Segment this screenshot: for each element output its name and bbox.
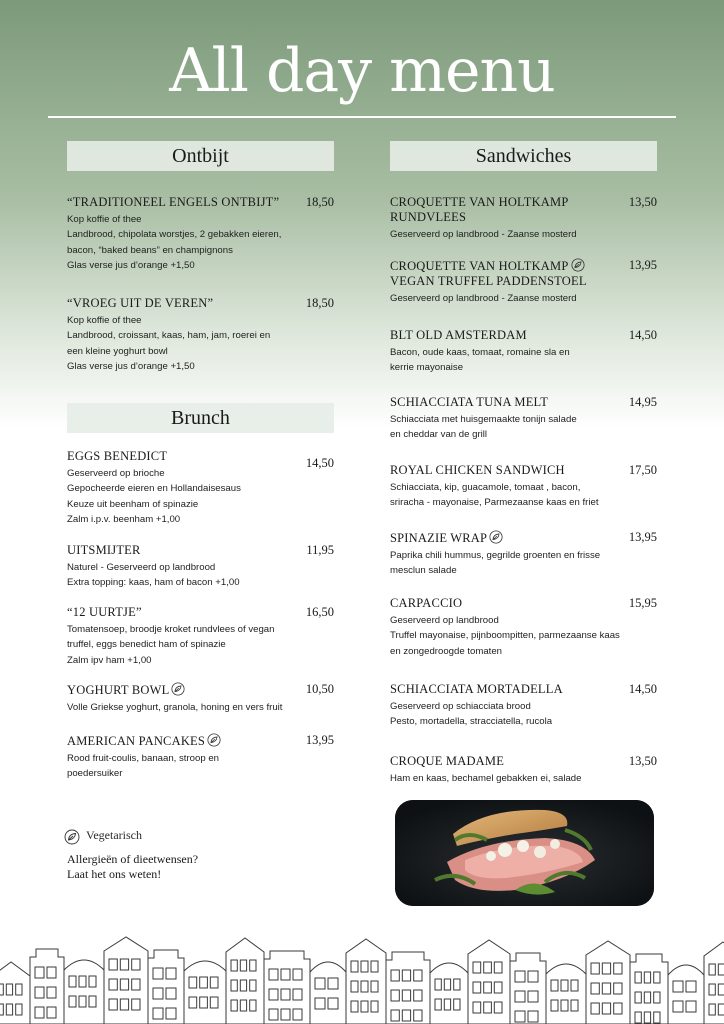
house-window	[293, 969, 302, 980]
item-description-line: Geserveerd op schiacciata brood	[390, 701, 531, 712]
house-window	[484, 1002, 492, 1013]
house-window	[0, 984, 3, 995]
house-window	[435, 979, 441, 990]
section-header-brunch: Brunch	[67, 403, 334, 433]
item-name	[390, 463, 625, 478]
house-window	[571, 1000, 578, 1011]
sandwich-photo	[395, 800, 654, 906]
house-window	[89, 996, 96, 1007]
house-window	[414, 970, 422, 981]
leaf-icon	[171, 682, 185, 696]
house-window	[47, 1007, 56, 1018]
house-window	[328, 998, 338, 1009]
house-window	[240, 960, 246, 971]
item-name-text: “12 UURTJE”	[67, 605, 142, 619]
house-window	[402, 990, 410, 1001]
house-window	[109, 959, 117, 970]
item-description-line: Glas verse jus d’orange +1,50	[67, 361, 195, 373]
house-window	[250, 960, 256, 971]
item-description-line: poedersuiker	[67, 768, 123, 780]
item-name-text: CROQUETTE VAN HOLTKAMP	[390, 195, 569, 209]
house-outline	[430, 963, 468, 1024]
house-window	[89, 976, 96, 987]
house-window	[231, 960, 237, 971]
house-window	[528, 971, 538, 982]
house-window	[16, 984, 22, 995]
item-description-line: Extra topping: kaas, ham of bacon +1,00	[67, 577, 240, 589]
item-price: 15,95	[628, 596, 657, 610]
item-description-line: Bacon, oude kaas, tomaat, romaine sla en	[390, 347, 570, 358]
house-window	[6, 1004, 12, 1015]
house-window	[120, 959, 128, 970]
menu-item	[67, 449, 302, 528]
house-window	[494, 982, 502, 993]
item-price: 11,95	[306, 543, 334, 557]
house-window	[654, 1012, 660, 1023]
item-name-text-2: RUNDVLEES	[390, 210, 467, 224]
item-name	[390, 258, 625, 289]
vegetarian-legend	[62, 828, 142, 848]
house-window	[315, 978, 325, 989]
item-name-text: BLT OLD AMSTERDAM	[390, 328, 527, 342]
house-window	[614, 1003, 622, 1014]
item-name-text: CROQUETTE VAN HOLTKAMP	[390, 259, 569, 273]
item-description	[67, 560, 302, 591]
item-price: 16,50	[305, 605, 334, 619]
menu-item	[67, 682, 302, 715]
house-window	[454, 999, 460, 1010]
item-name-text: SCHIACCIATA MORTADELLA	[390, 682, 563, 696]
menu-item	[390, 258, 625, 306]
item-description-line: Rood fruit-coulis, banaan, stroop en	[67, 753, 219, 764]
item-description	[390, 412, 625, 443]
house-window	[391, 1010, 399, 1021]
item-description-line: Schiacciata, kip, guacamole, tomaat , bacon,	[390, 482, 581, 493]
house-window	[371, 981, 378, 992]
house-window	[189, 997, 197, 1008]
section-header-sandwiches: Sandwiches	[390, 141, 657, 171]
house-window	[166, 988, 176, 999]
item-description	[390, 771, 625, 786]
house-window	[709, 1004, 715, 1015]
house-window	[602, 963, 610, 974]
house-window	[132, 999, 140, 1010]
leaf-icon	[207, 733, 221, 747]
house-window	[132, 979, 140, 990]
house-window	[402, 1010, 410, 1021]
item-name	[67, 605, 302, 620]
item-description	[390, 613, 625, 659]
item-description	[390, 291, 625, 306]
item-name-text: UITSMIJTER	[67, 543, 141, 557]
house-window	[528, 1011, 538, 1022]
house-window	[166, 968, 176, 979]
item-name	[67, 296, 302, 311]
house-outline	[0, 962, 30, 1024]
canal-houses-illustration	[0, 906, 724, 1024]
house-window	[673, 1001, 683, 1012]
item-description-line: truffel, eggs benedict ham of spinazie	[67, 639, 226, 651]
house-window	[654, 972, 660, 983]
item-description-line: Keuze uit beenham of spinazie	[67, 498, 199, 510]
house-window	[371, 961, 378, 972]
house-window	[571, 980, 578, 991]
house-window	[269, 969, 278, 980]
house-window	[494, 1002, 502, 1013]
item-name-text-2: VEGAN TRUFFEL PADDENSTOEL	[390, 274, 587, 288]
house-window	[371, 1001, 378, 1012]
item-name	[67, 733, 302, 749]
house-window	[494, 962, 502, 973]
item-name	[390, 530, 625, 546]
house-window	[414, 1010, 422, 1021]
house-window	[293, 989, 302, 1000]
allergy-note	[67, 852, 267, 882]
item-description-line: Zalm ipv ham +1,00	[67, 654, 152, 666]
item-name-text: YOGHURT BOWL	[67, 683, 170, 697]
item-name	[390, 395, 625, 410]
house-window	[69, 976, 76, 987]
house-window	[473, 962, 481, 973]
house-window	[414, 990, 422, 1001]
house-window	[69, 996, 76, 1007]
house-window	[551, 980, 558, 991]
house-window	[614, 963, 622, 974]
house-window	[435, 999, 441, 1010]
house-window	[132, 959, 140, 970]
house-window	[561, 1000, 568, 1011]
house-window	[391, 990, 399, 1001]
item-name-text: ROYAL CHICKEN SANDWICH	[390, 463, 565, 477]
house-window	[210, 977, 218, 988]
house-window	[591, 963, 599, 974]
house-window	[210, 997, 218, 1008]
item-price: 13,50	[628, 195, 657, 209]
section-header-ontbijt: Ontbijt	[67, 141, 334, 171]
item-name-text: EGGS BENEDICT	[67, 449, 168, 463]
item-description-line: en cheddar van de grill	[390, 429, 488, 441]
item-name	[67, 449, 302, 464]
legend-label: Vegetarisch	[86, 828, 142, 842]
item-description-line: Geserveerd op landbrood	[390, 615, 499, 626]
leaf-icon	[489, 530, 503, 544]
house-window	[718, 964, 724, 975]
item-description-line: Landbrood, croissant, kaas, ham, jam, roerei en	[67, 330, 271, 342]
item-name-text: SPINAZIE WRAP	[390, 531, 488, 545]
menu-item	[67, 605, 302, 668]
menu-item	[390, 328, 625, 376]
item-description	[67, 313, 302, 375]
house-window	[402, 970, 410, 981]
house-window	[47, 967, 56, 978]
house-window	[515, 991, 525, 1002]
house-outline	[668, 965, 704, 1024]
house-window	[351, 961, 358, 972]
item-description-line: Kop koffie of thee	[67, 315, 142, 326]
house-window	[686, 1001, 696, 1012]
item-price: 14,95	[628, 395, 657, 409]
item-name-text: “VROEG UIT DE VEREN”	[67, 296, 214, 310]
house-window	[231, 980, 237, 991]
house-window	[35, 967, 44, 978]
house-window	[16, 1004, 22, 1015]
house-window	[644, 1012, 650, 1023]
item-description-line: Ham en kaas, bechamel gebakken ei, salade	[390, 773, 582, 784]
house-window	[361, 1001, 368, 1012]
house-window	[231, 1000, 237, 1011]
house-outline	[184, 961, 226, 1024]
allergy-line-2: Laat het ons weten!	[67, 867, 162, 881]
item-price: 13,50	[628, 754, 657, 768]
house-window	[528, 991, 538, 1002]
house-window	[120, 979, 128, 990]
house-window	[6, 984, 12, 995]
item-description-line: en zongedroogde tomaten	[390, 645, 503, 657]
house-window	[250, 980, 256, 991]
house-window	[200, 997, 208, 1008]
house-window	[109, 999, 117, 1010]
house-window	[189, 977, 197, 988]
house-window	[635, 992, 641, 1003]
item-name	[390, 328, 625, 343]
item-price: 13,95	[628, 530, 657, 544]
item-description	[390, 227, 625, 242]
item-name	[390, 195, 625, 225]
item-description-line: Volle Griekse yoghurt, granola, honing en vers fruit	[67, 702, 283, 713]
house-window	[635, 972, 641, 983]
item-price: 17,50	[628, 463, 657, 477]
menu-item	[67, 195, 302, 274]
leaf-icon	[571, 258, 585, 272]
house-window	[153, 968, 163, 979]
house-outline	[64, 960, 104, 1024]
item-description-line: sriracha - mayonaise, Parmezaanse kaas en friet	[390, 497, 599, 509]
item-description-line: Geserveerd op brioche	[67, 468, 165, 479]
item-name-text: SCHIACCIATA TUNA MELT	[390, 395, 549, 409]
item-description-line: Pesto, mortadella, stracciatella, rucola	[390, 716, 553, 728]
item-price: 18,50	[305, 296, 334, 310]
item-description	[390, 548, 625, 579]
house-window	[166, 1008, 176, 1019]
house-window	[35, 1007, 44, 1018]
house-window	[484, 982, 492, 993]
item-description-line: Geserveerd op landbrood - Zaanse mosterd	[390, 229, 577, 240]
item-description-line: bacon, “baked beans” en champignons	[67, 244, 233, 256]
house-window	[250, 1000, 256, 1011]
house-window	[153, 988, 163, 999]
house-window	[602, 1003, 610, 1014]
house-window	[47, 987, 56, 998]
item-description	[390, 480, 625, 511]
item-name-text: CARPACCIO	[390, 596, 463, 610]
item-description-line: een kleine yoghurt bowl	[67, 345, 168, 357]
house-window	[602, 983, 610, 994]
house-window	[709, 964, 715, 975]
house-window	[551, 1000, 558, 1011]
house-window	[484, 962, 492, 973]
item-name-text: CROQUE MADAME	[390, 754, 505, 768]
house-window	[351, 981, 358, 992]
house-window	[614, 983, 622, 994]
item-description-line: Gepocheerde eieren en Hollandaisesaus	[67, 483, 241, 495]
item-price: 13,95	[628, 258, 657, 272]
item-description	[67, 212, 302, 274]
item-name	[67, 543, 302, 558]
item-name-text: AMERICAN PANCAKES	[67, 734, 206, 748]
menu-item	[390, 754, 625, 786]
house-window	[315, 998, 325, 1009]
item-description-line: mesclun salade	[390, 565, 457, 577]
item-name	[390, 754, 625, 769]
house-window	[109, 979, 117, 990]
item-name	[390, 596, 625, 611]
item-price: 13,95	[305, 733, 334, 747]
house-window	[473, 982, 481, 993]
title-divider	[48, 116, 676, 118]
house-window	[515, 1011, 525, 1022]
house-outline	[310, 962, 346, 1024]
house-window	[644, 972, 650, 983]
house-window	[240, 980, 246, 991]
item-description	[390, 699, 625, 730]
house-window	[240, 1000, 246, 1011]
house-window	[591, 983, 599, 994]
allergy-line-1: Allergieën of dieetwensen?	[67, 852, 199, 866]
house-window	[391, 970, 399, 981]
house-window	[120, 999, 128, 1010]
item-description-line: Tomatensoep, broodje kroket rundvlees of vegan	[67, 624, 275, 635]
item-description	[67, 751, 302, 782]
house-window	[718, 984, 724, 995]
item-description-line: Landbrood, chipolata worstjes, 2 gebakken eieren,	[67, 229, 282, 241]
house-window	[718, 1004, 724, 1015]
item-description-line: Geserveerd op landbrood - Zaanse mosterd	[390, 293, 577, 304]
house-window	[153, 1008, 163, 1019]
item-name	[67, 195, 302, 210]
house-window	[361, 961, 368, 972]
item-description-line: Kop koffie of thee	[67, 214, 142, 225]
item-name	[390, 682, 625, 697]
house-window	[79, 996, 86, 1007]
house-window	[328, 978, 338, 989]
item-price: 14,50	[628, 682, 657, 696]
house-window	[200, 977, 208, 988]
menu-item	[390, 195, 625, 242]
house-window	[293, 1009, 302, 1020]
leaf-icon	[64, 829, 80, 845]
item-description-line: Schiacciata met huisgemaakte tonijn salade	[390, 414, 577, 425]
house-window	[444, 999, 450, 1010]
house-window	[673, 981, 683, 992]
item-price: 14,50	[305, 456, 334, 470]
item-price: 14,50	[628, 328, 657, 342]
house-window	[269, 989, 278, 1000]
menu-item	[390, 596, 625, 659]
item-description	[67, 700, 302, 715]
house-window	[686, 981, 696, 992]
item-price: 10,50	[305, 682, 334, 696]
house-window	[35, 987, 44, 998]
house-window	[561, 980, 568, 991]
menu-item	[67, 733, 302, 782]
house-window	[454, 979, 460, 990]
house-window	[269, 1009, 278, 1020]
house-window	[281, 1009, 290, 1020]
menu-item	[390, 395, 625, 443]
house-window	[281, 969, 290, 980]
item-description-line: Zalm i.p.v. beenham +1,00	[67, 514, 181, 526]
menu-item	[390, 530, 625, 579]
menu-item	[390, 463, 625, 511]
house-window	[644, 992, 650, 1003]
house-window	[79, 976, 86, 987]
house-window	[709, 984, 715, 995]
item-description-line: Truffel mayonaise, pijnboompitten, parmezaanse kaas	[390, 630, 620, 642]
item-description-line: Glas verse jus d’orange +1,50	[67, 260, 195, 272]
item-description	[67, 466, 302, 528]
house-window	[361, 981, 368, 992]
house-window	[515, 971, 525, 982]
house-window	[444, 979, 450, 990]
house-window	[351, 1001, 358, 1012]
house-window	[0, 1004, 3, 1015]
house-window	[654, 992, 660, 1003]
item-description	[67, 622, 302, 668]
house-window	[473, 1002, 481, 1013]
item-name-text: “TRADITIONEEL ENGELS ONTBIJT”	[67, 195, 280, 209]
item-description-line: Paprika chili hummus, gegrilde groenten en frisse	[390, 550, 601, 561]
menu-item	[390, 682, 625, 730]
item-description-line: Naturel - Geserveerd op landbrood	[67, 562, 216, 573]
house-window	[281, 989, 290, 1000]
house-window	[591, 1003, 599, 1014]
item-price: 18,50	[305, 195, 334, 209]
house-outline	[546, 964, 586, 1024]
item-description-line: kerrie mayonaise	[390, 362, 464, 374]
item-name	[67, 682, 302, 698]
menu-title: All day menu	[169, 36, 555, 106]
menu-item	[67, 543, 302, 591]
item-description	[390, 345, 625, 376]
menu-item	[67, 296, 302, 375]
house-window	[635, 1012, 641, 1023]
